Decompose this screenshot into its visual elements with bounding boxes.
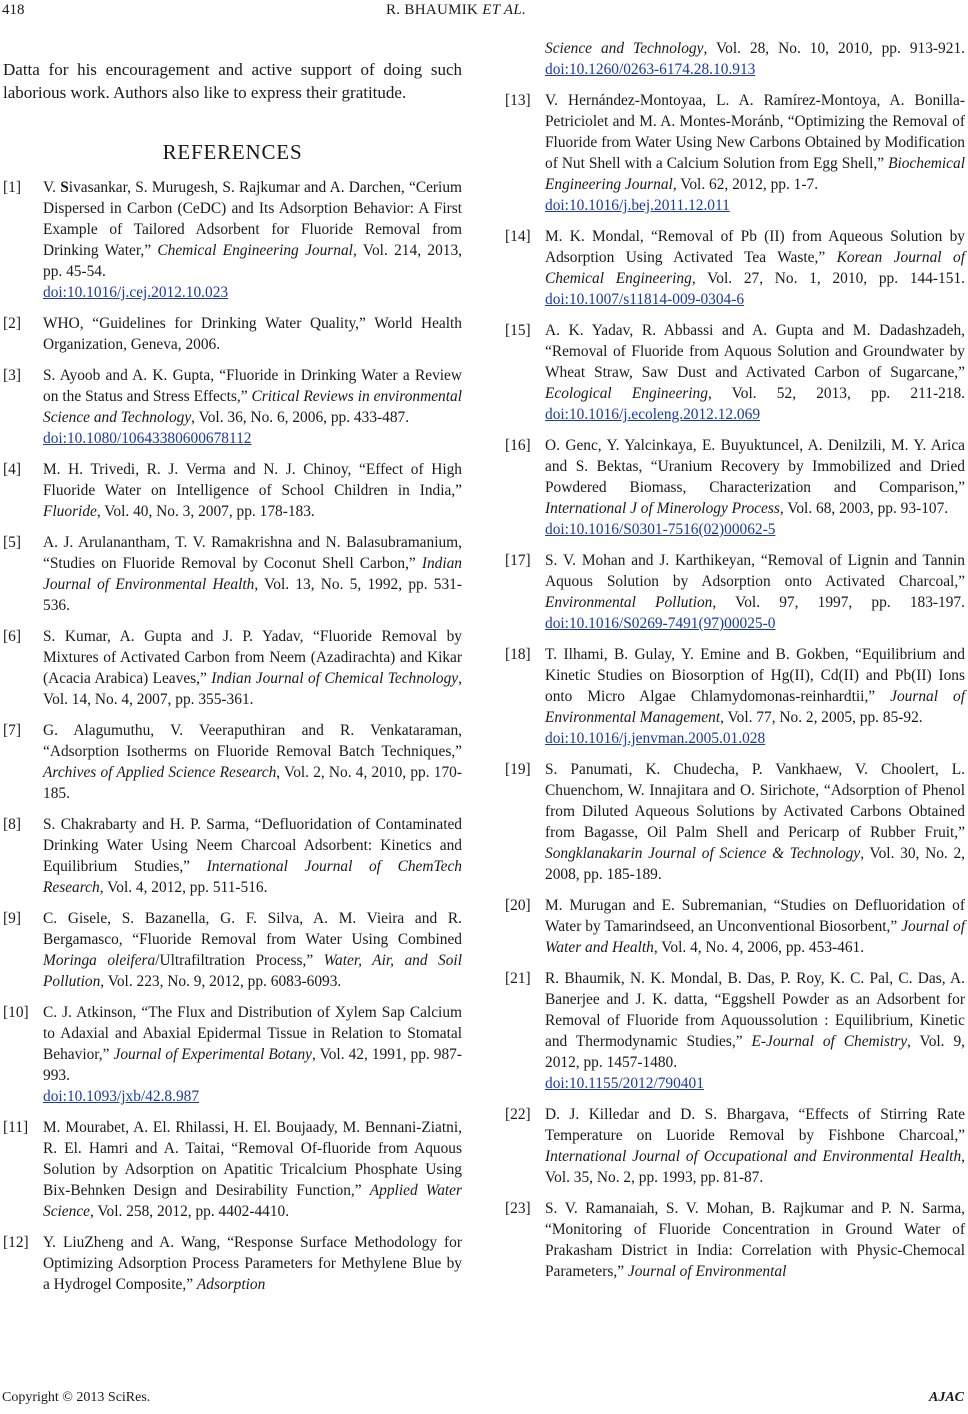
reference-item: [15] A. K. Yadav, R. Abbassi and A. Gupta and M. Dadashzadeh, “Removal of Fluoride from Aquous Solution and Groundwater by Wheat Straw, Saw Dust and Activated Carbon of Sugarcane,” Ecological Engineering, Vol. 52, 2013, pp. 211-218. doi:10.1016/j.ecoleng.2012.12.069 — [505, 322, 965, 423]
reference-item: [17] S. V. Mohan and J. Karthikeyan, “Removal of Lignin and Tannin Aquous Solution by Adsorption onto Activated Charcoal,” Environmental Pollution, Vol. 97, 1997, pp. 183-197. doi:10.1016/S0269-7491(97)00025-0 — [505, 552, 965, 632]
reference-item: [23] S. V. Ramanaiah, S. V. Mohan, B. Rajkumar and P. N. Sarma, “Monitoring of Fluoride Concentration in Ground Water of Prakasham District in India: Correlation with Physic-Chemocal Parameters,” Journal of Environmental — [505, 1200, 965, 1280]
reference-item: [12] Y. LiuZheng and A. Wang, “Response Surface Methodology for Optimizing Adsorption Process Parameters for Methylene Blue by a Hydrogel Composite,” Adsorption — [3, 1234, 462, 1293]
page-footer — [0, 1390, 968, 1412]
reference-item: [5] A. J. Arulanantham, T. V. Ramakrishna and N. Balasubramanium, “Studies on Fluoride Removal by Coconut Shell Carbon,” Indian Journal of Environmental Health, Vol. 13, No. 5, 1992, pp. 531-536. — [3, 534, 463, 614]
reference-item: [2] WHO, “Guidelines for Drinking Water Quality,” World Health Organization, Geneva, 2006. — [3, 315, 462, 353]
reference-item: [22] D. J. Killedar and D. S. Bhargava, “Effects of Stirring Rate Temperature on Luoride Removal by Fishbone Charcoal,” International Journal of Occupational and Environmental Health, Vol. 35, No. 2, pp. 1993, pp. 81-87. — [505, 1106, 965, 1186]
left-column — [3, 58, 462, 1305]
doi-link[interactable]: doi:10.1016/j.ecoleng.2012.12.069 — [545, 406, 761, 423]
copyright-text: Copyright © 2013 SciRes. — [2, 1390, 151, 1405]
reference-item: [9] C. Gisele, S. Bazanella, G. F. Silva, A. M. Vieira and R. Bergamasco, “Fluoride Removal from Water Using Combined Moringa oleifera/Ultrafiltration Process,” Water, Air, and Soil Pollution, Vol. 223, No. 9, 2012, pp. 6083-6093. — [3, 910, 462, 990]
reference-item: [20] M. Murugan and E. Subremanian, “Studies on Defluoridation of Water by Tamarindseed, an Unconventional Biosorbent,” Journal of Water and Health, Vol. 4, No. 4, 2006, pp. 453-461. — [505, 897, 965, 956]
doi-link[interactable]: doi:10.1007/s11814-009-0304-6 — [545, 291, 745, 308]
reference-item: [19] S. Panumati, K. Chudecha, P. Vankhaew, V. Choolert, L. Chuenchom, W. Innajitara and O. Sirichote, “Adsorption of Phenol from Diluted Aqueous Solutions by Activated Carbons Obtained from Bagasse, Oil Palm Shell and Pericarp of Rubber Fruit,” Songklanakarin Journal of Science & Technology, Vol. 30, No. 2, 2008, pp. 185-189. — [505, 761, 965, 883]
reference-item: [10] C. J. Atkinson, “The Flux and Distribution of Xylem Sap Calcium to Adaxial and Abaxial Epidermal Tissue in Relation to Stomatal Behavior,” Journal of Experimental Botany, Vol. 42, 1991, pp. 987-993. doi:10.1093/jxb/42.8.987 — [3, 1004, 462, 1105]
reference-item: [7] G. Alagumuthu, V. Veeraputhiran and R. Venkataraman, “Adsorption Isotherms on Fluoride Removal Batch Techniques,” Archives of Applied Science Research, Vol. 2, No. 4, 2010, pp. 170-185. — [3, 722, 462, 802]
acknowledgement-text: Datta for his encouragement and active support of doing such laborious work. Authors also like to express their gratitude. — [3, 60, 462, 102]
doi-link[interactable]: doi:10.1016/j.cej.2012.10.023 — [43, 284, 229, 301]
reference-item: [3] S. Ayoob and A. K. Gupta, “Fluoride in Drinking Water a Review on the Status and Stress Effects,” Critical Reviews in environmental Science and Technology, Vol. 36, No. 6, 2006, pp. 433-487. doi:10.1080/10643380600678112 — [3, 367, 462, 447]
reference-item: [21] R. Bhaumik, N. K. Mondal, B. Das, P. Roy, K. C. Pal, C. Das, A. Banerjee and J. K. datta, “Eggshell Powder as an Adsorbent for Removal of Fluoride from Aquoussolution : Equilibrium, Kinetic and Thermodynamic Studies,” E-Journal of Chemistry, Vol. 9, 2012, pp. 1457-1480. doi:10.1155/2012/790401 — [505, 970, 965, 1092]
reference-continuation: Science and Technology, Vol. 28, No. 10, 2010, pp. 913-921. doi:10.1260/0263-6174.28.10.913 — [545, 40, 965, 78]
doi-link[interactable]: doi:10.1016/j.bej.2011.12.011 — [545, 197, 730, 214]
reference-item: [6] S. Kumar, A. Gupta and J. P. Yadav, “Fluoride Removal by Mixtures of Activated Carbon from Neem (Azadirachta) and Kikar (Acacia Arabica) Leaves,” Indian Journal of Chemical Technology, Vol. 14, No. 4, 2007, pp. 355-361. — [3, 628, 462, 708]
references-heading: REFERENCES — [162, 140, 303, 164]
doi-link[interactable]: doi:10.1093/jxb/42.8.987 — [43, 1088, 200, 1105]
doi-link[interactable]: doi:10.1016/j.jenvman.2005.01.028 — [545, 730, 766, 747]
page-header — [0, 0, 968, 30]
reference-item: [13] V. Hernández-Montoyaa, L. A. Ramírez-Montoya, A. Bonilla-Petriciolet and M. A. Montes-Moránb, “Optimizing the Removal of Fluoride from Water Using New Carbons Obtained by Modification of Nut Shell with a Calcium Solution from Egg Shell,” Biochemical Engineering Journal, Vol. 62, 2012, pp. 1-7. doi:10.1016/j.bej.2011.12.011 — [505, 92, 965, 214]
doi-link[interactable]: doi:10.1080/10643380600678112 — [43, 430, 252, 447]
doi-link[interactable]: doi:10.1016/S0301-7516(02)00062-5 — [545, 521, 776, 538]
reference-item: [8] S. Chakrabarty and H. P. Sarma, “Defluoridation of Contaminated Drinking Water Using Neem Charcoal Adsorbent: Kinetics and Equilibrium Studies,” International Journal of ChemTech Research, Vol. 4, 2012, pp. 511-516. — [3, 816, 462, 896]
reference-item: [11] M. Mourabet, A. El. Rhilassi, H. El. Boujaady, M. Bennani-Ziatni, R. El. Hamri and A. Taitai, “Removal Of-fluoride from Aquous Solution by Adsorption on Apatitic Tricalcium Phosphate Using Bix-Behnken Design and Desirability Function,” Applied Water Science, Vol. 258, 2012, pp. 4402-4410. — [3, 1119, 462, 1220]
reference-item: [1] V. Sivasankar, S. Murugesh, S. Rajkumar and A. Darchen, “Cerium Dispersed in Carbon (CeDC) and Its Adsorption Behavior: A First Example of Tailored Adsorbent for Fluoride Removal from Drinking Water,” Chemical Engineering Journal, Vol. 214, 2013, pp. 45-54. doi:10.1016/j.cej.2012.10.023 — [3, 179, 462, 301]
reference-item: [14] M. K. Mondal, “Removal of Pb (II) from Aqueous Solution by Adsorption Using Activated Tea Waste,” Korean Journal of Chemical Engineering, Vol. 27, No. 1, 2010, pp. 144-151. doi:10.1007/s11814-009-0304-6 — [505, 228, 965, 308]
right-column — [505, 38, 965, 1292]
journal-abbrev: AJAC — [928, 1390, 964, 1405]
running-title: R. BHAUMIK ET AL. — [386, 2, 527, 18]
doi-link[interactable]: doi:10.1155/2012/790401 — [545, 1075, 704, 1092]
page-number: 418 — [2, 2, 25, 18]
reference-item: [18] T. Ilhami, B. Gulay, Y. Emine and B. Gokben, “Equilibrium and Kinetic Studies on Biosorption of Hg(II), Cd(II) and Pb(II) Ions onto Micro Algae Chlamydomonas-reinhardtii,” Journal of Environmental Management, Vol. 77, No. 2, 2005, pp. 85-92. doi:10.1016/j.jenvman.2005.01.028 — [505, 646, 965, 747]
reference-item: [4] M. H. Trivedi, R. J. Verma and N. J. Chinoy, “Effect of High Fluoride Water on Intelligence of School Children in India,” Fluoride, Vol. 40, No. 3, 2007, pp. 178-183. — [3, 461, 462, 520]
doi-link[interactable]: doi:10.1016/S0269-7491(97)00025-0 — [545, 615, 776, 632]
doi-link[interactable]: doi:10.1260/0263-6174.28.10.913 — [545, 61, 756, 78]
reference-item: [16] O. Genc, Y. Yalcinkaya, E. Buyuktuncel, A. Denilzili, M. Y. Arica and S. Bektas, “Uranium Recovery by Immobilized and Dried Powdered Biomass, Characterization and Comparison,” International J of Minerology Process, Vol. 68, 2003, pp. 93-107. doi:10.1016/S0301-7516(02)00062-5 — [505, 437, 965, 538]
